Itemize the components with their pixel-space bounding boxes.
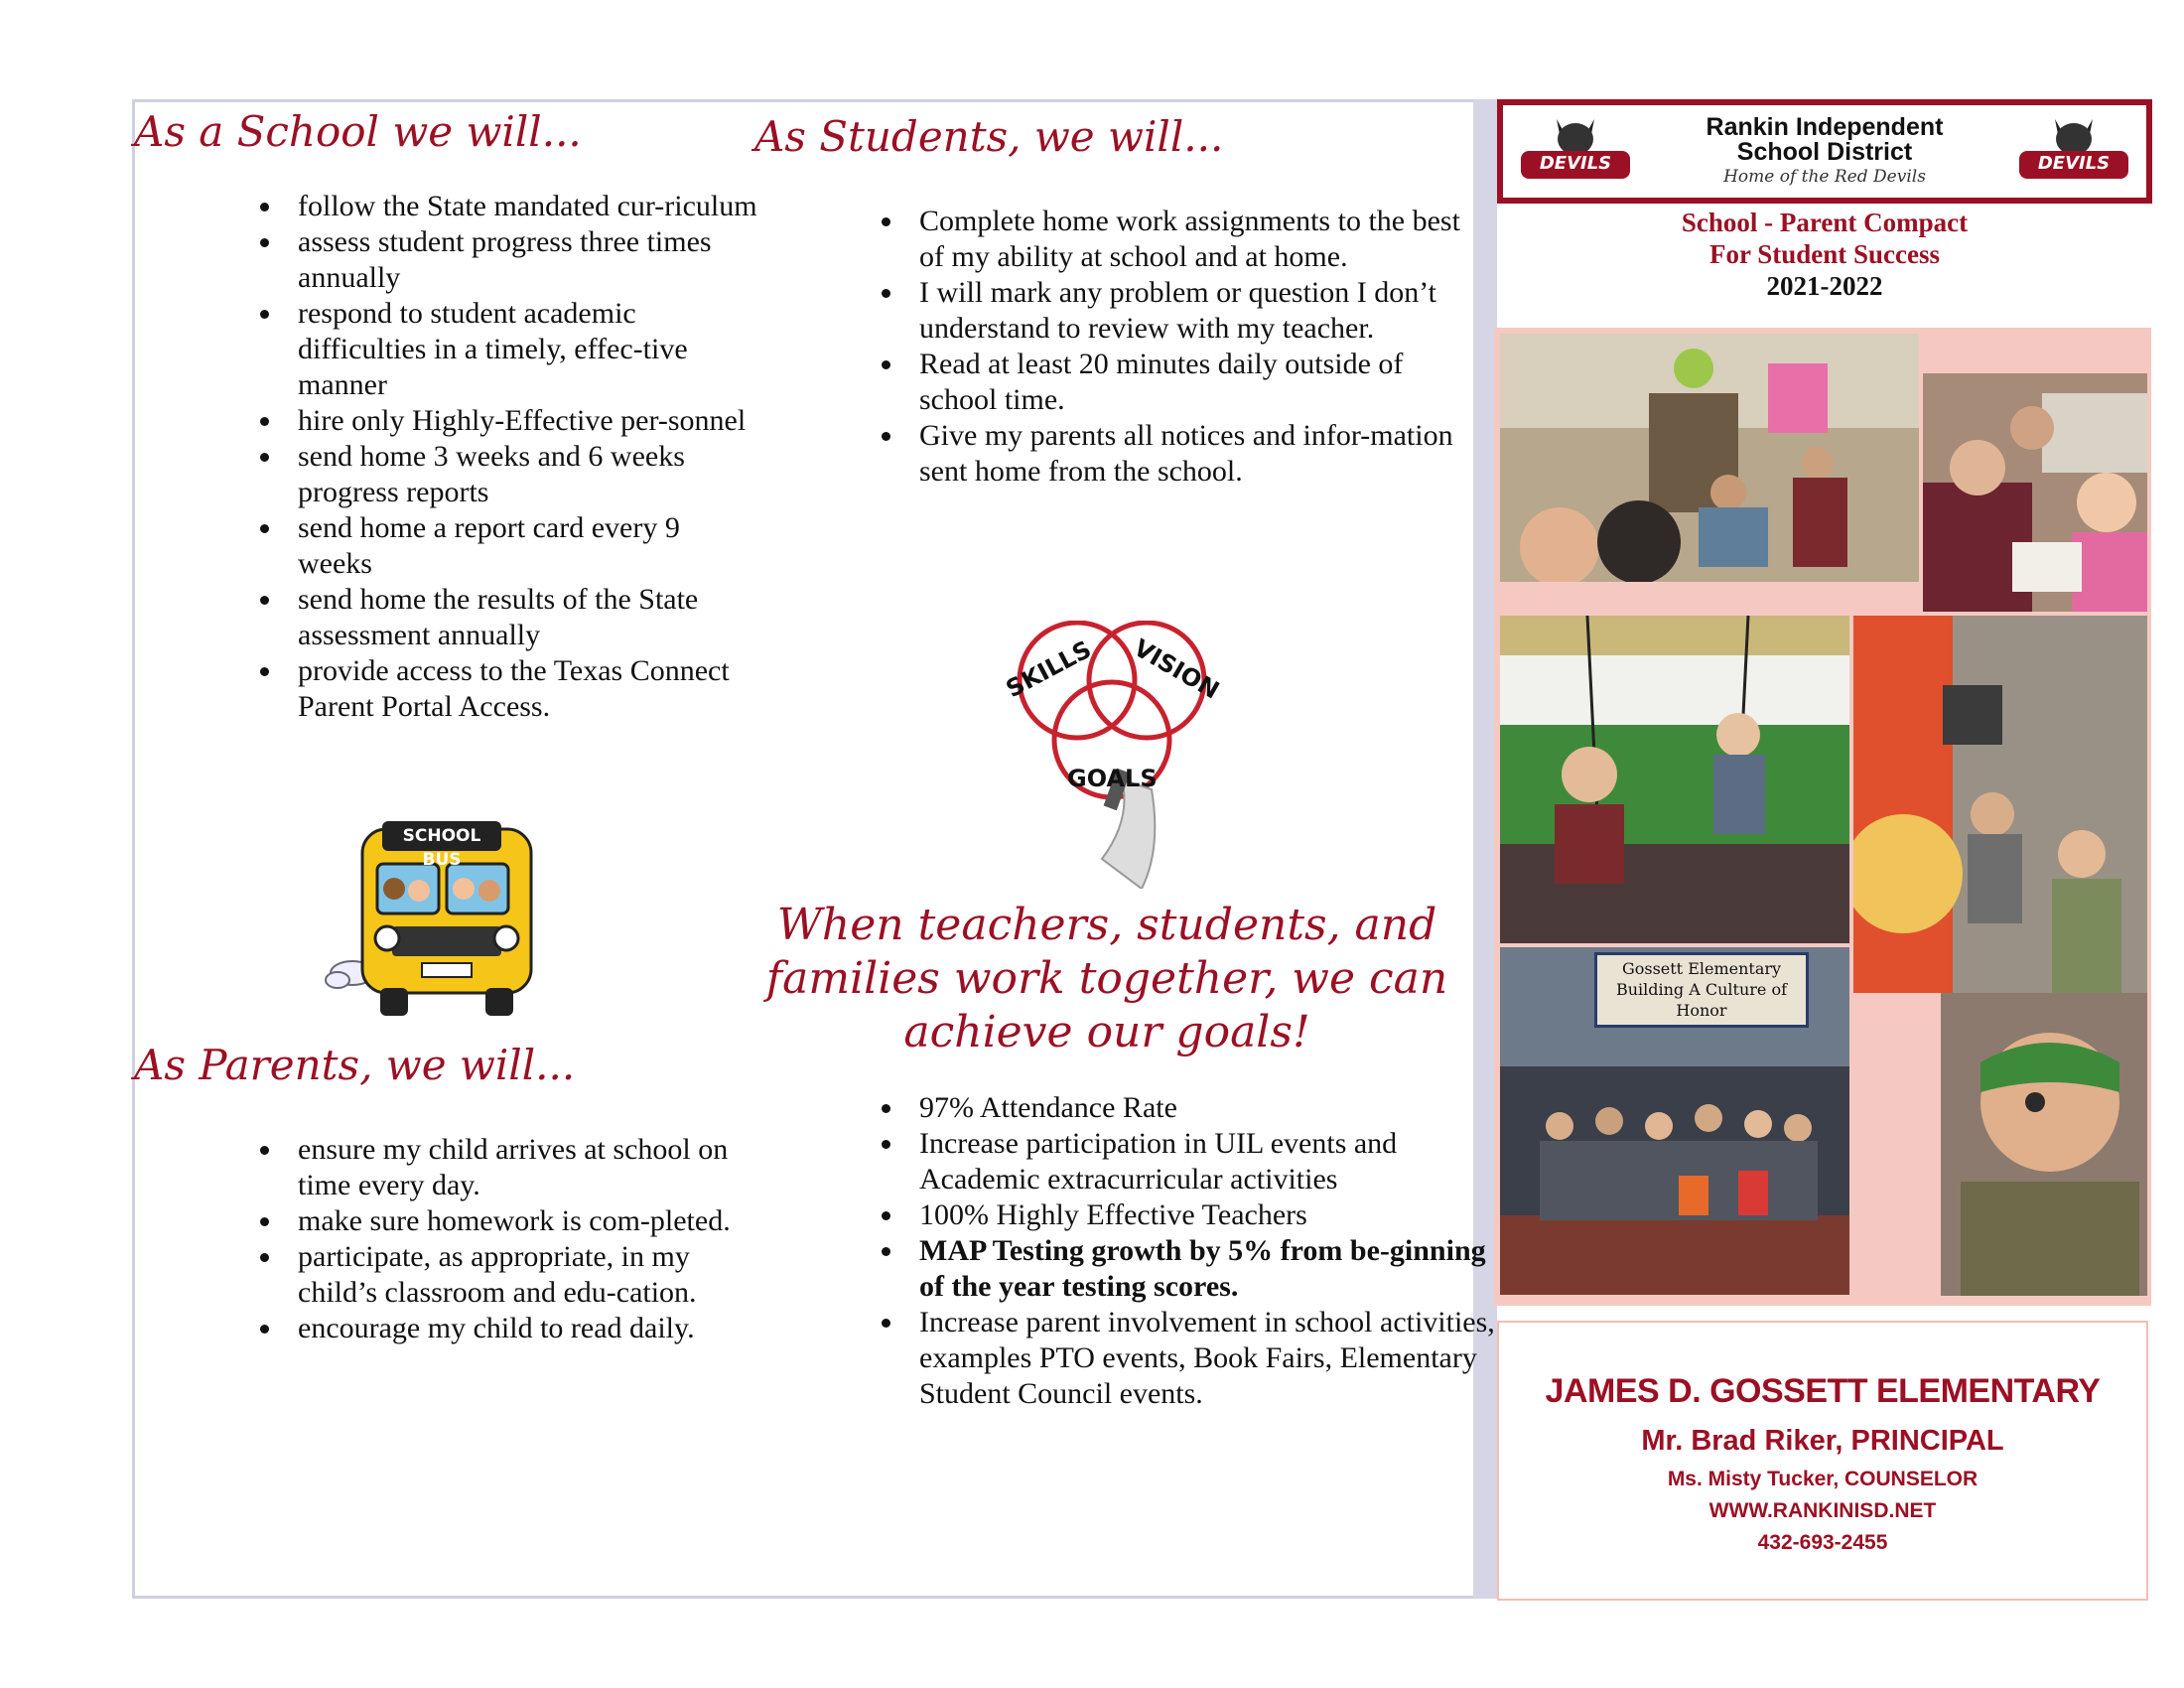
- district-name: [1652, 115, 1997, 165]
- list-item: • hire only Highly-Effective per-sonnel: [284, 403, 760, 439]
- list-item: • 97% Attendance Rate: [905, 1090, 1501, 1126]
- photo-group: [1500, 947, 1849, 1295]
- list-item: • assess student progress three times annually: [284, 224, 760, 296]
- compact-title: [1497, 207, 2152, 302]
- district-banner: [1497, 99, 2152, 204]
- principal-name: Mr. Brad Riker, PRINCIPAL: [1641, 1425, 2004, 1457]
- gossett-banner-sign: [1594, 952, 1809, 1028]
- counselor-name: Ms. Misty Tucker, COUNSELOR: [1667, 1468, 1979, 1490]
- compact-line1: School - Parent Compact: [1681, 208, 1969, 237]
- website-link[interactable]: WWW.RANKINISD.NET: [1708, 1499, 1937, 1522]
- list-item: • participate, as appropriate, in my child’s classroom and edu-cation.: [284, 1239, 760, 1311]
- photo-swings: [1500, 616, 1849, 943]
- contact-info-box: [1497, 1321, 2148, 1601]
- mascot-text-left: DEVILS: [1539, 153, 1612, 174]
- list-item: • Read at least 20 minutes daily outside of school time.: [905, 347, 1481, 418]
- photo-hallway: [1853, 616, 2147, 993]
- parents-commitments-list: [234, 1132, 760, 1346]
- list-item: • send home 3 weeks and 6 weeks progress reports: [284, 439, 760, 510]
- list-item: • encourage my child to read daily.: [284, 1311, 760, 1346]
- phone-number: 432-693-2455: [1757, 1531, 1888, 1554]
- compact-year: 2021-2022: [1766, 271, 1883, 301]
- venn-label-goals: GOALS: [1067, 765, 1158, 792]
- list-item: • 100% Highly Effective Teachers: [905, 1197, 1501, 1233]
- school-name: JAMES D. GOSSETT ELEMENTARY: [1545, 1372, 2101, 1410]
- list-item: • Complete home work assignments to the best of my ability at school and at home.: [905, 204, 1481, 275]
- compact-line2: For Student Success: [1708, 239, 1941, 269]
- devils-logo-right: [2015, 111, 2132, 191]
- school-heading: As a School we will...: [134, 107, 582, 156]
- students-commitments-list: [856, 204, 1481, 490]
- photo-students-working: [1923, 373, 2147, 612]
- venn-label-vision: VISION: [1129, 633, 1224, 705]
- district-name-line1: Rankin Independent: [1706, 113, 1944, 141]
- district-tagline: Home of the Red Devils: [1723, 167, 1926, 187]
- students-heading: As Students, we will...: [754, 112, 1224, 161]
- photo-face-paint: [1941, 993, 2147, 1296]
- devils-logo-left: [1517, 111, 1634, 191]
- venn-diagram: [983, 621, 1241, 889]
- list-item: • Give my parents all notices and infor-mation sent home from the school.: [905, 418, 1481, 490]
- motto: When teachers, students, and families work together, we can achieve our goals!: [765, 900, 1448, 1057]
- district-name-line2: School District: [1736, 138, 1913, 166]
- school-bus-illustration: [323, 809, 551, 1023]
- school-commitments-list: [234, 189, 760, 725]
- list-item: • send home the results of the State assessment annually: [284, 582, 760, 653]
- parents-heading: As Parents, we will...: [134, 1041, 576, 1089]
- list-item: • follow the State mandated cur-riculum: [284, 189, 760, 224]
- venn-label-skills: SKILLS: [1001, 634, 1096, 704]
- list-item: • provide access to the Texas Connect Parent Portal Access.: [284, 653, 760, 725]
- list-item: • Increase participation in UIL events and Academic extracurricular activities: [905, 1126, 1501, 1197]
- list-item: • make sure homework is com-pleted.: [284, 1203, 760, 1239]
- list-item: • send home a report card every 9 weeks: [284, 510, 760, 582]
- photo-collage: [1494, 328, 2151, 1306]
- list-item: • I will mark any problem or question I don’t understand to review with my teacher.: [905, 275, 1481, 347]
- list-item: • MAP Testing growth by 5% from be-ginning of the year testing scores.: [905, 1233, 1501, 1305]
- list-item: • ensure my child arrives at school on time every day.: [284, 1132, 760, 1203]
- mascot-text-right: DEVILS: [2037, 153, 2111, 174]
- list-item: • respond to student academic difficulties in a timely, effec-tive manner: [284, 296, 760, 403]
- goals-list: [856, 1090, 1501, 1412]
- bus-sign-text: SCHOOL BUS: [402, 826, 481, 870]
- photo-classroom: [1500, 334, 1919, 582]
- gossett-banner-text: Gossett Elementary Building A Culture of Honor: [1615, 959, 1788, 1020]
- list-item: • Increase parent involvement in school activities, examples PTO events, Book Fairs, Elementary Student Council events.: [905, 1305, 1501, 1412]
